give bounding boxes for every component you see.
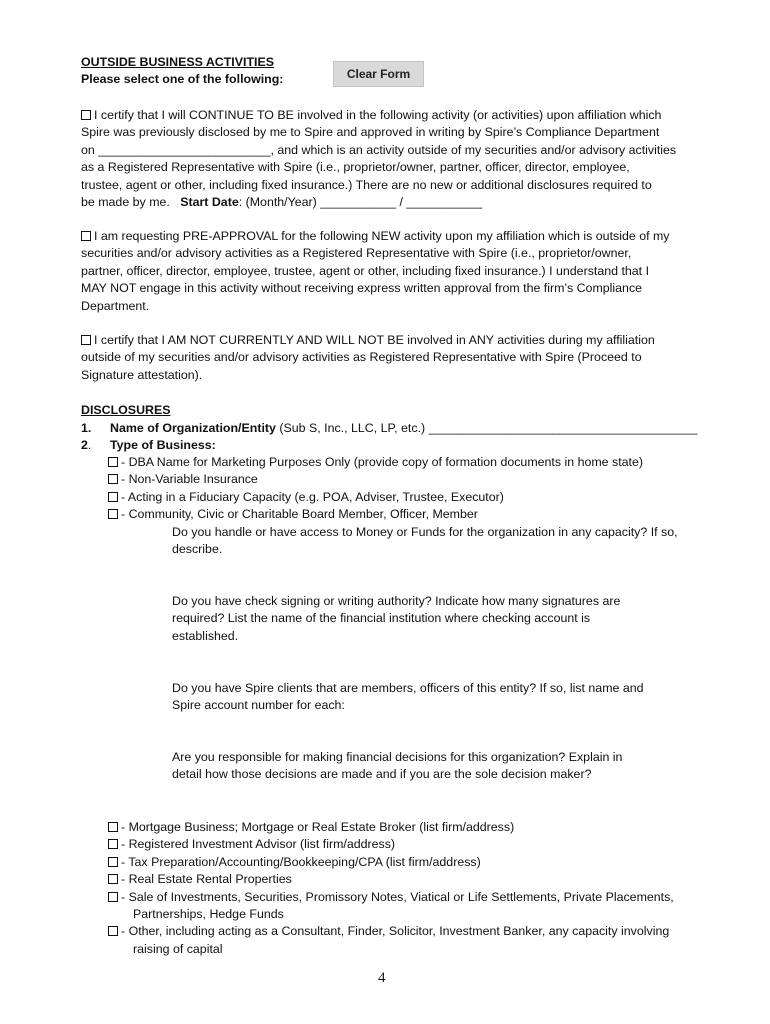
clear-form-button[interactable]: Clear Form (333, 61, 424, 87)
option-not-involved (81, 332, 655, 384)
business-type-option: - Acting in a Fiduciary Capacity (e.g. POA, Adviser, Trustee, Executor) (121, 489, 504, 504)
option-text-line: on _________________________, and which is an activity outside of my securities and/or advisory activities (81, 142, 677, 157)
org-name-field[interactable]: (Sub S, Inc., LLC, LP, etc.) _______________________________________ (275, 421, 698, 435)
question-text: Do you handle or have access to Money or Funds for the organization in any capacity? If so, (172, 525, 678, 539)
continue-checkbox[interactable] (81, 110, 91, 120)
business-type-option: - Non-Variable Insurance (121, 472, 258, 487)
item-number: 2 (81, 438, 88, 452)
business-type-option: - Registered Investment Advisor (list firm/address) (121, 837, 396, 852)
question-check-signing (172, 593, 620, 645)
question-text: Spire account number for each: (172, 698, 345, 713)
option-text-line: Signature attestation). (81, 367, 203, 382)
tax-prep-checkbox[interactable] (108, 857, 118, 867)
mortgage-checkbox[interactable] (108, 822, 118, 832)
business-types-group-b (108, 819, 674, 958)
community-board-checkbox[interactable] (108, 509, 118, 519)
option-text-line: be made by me. (81, 195, 181, 210)
option-text-line: partner, officer, director, employee, trustee, agent or other, including fixed insurance.) I understand that I (81, 263, 650, 278)
question-text: describe. (172, 542, 223, 557)
question-financial-decisions (172, 749, 622, 784)
business-type-option: - Other, including acting as a Consultant, Finder, Solicitor, Investment Banker, any capacity involving (121, 924, 670, 939)
pre-approval-checkbox[interactable] (81, 231, 91, 241)
option-text-line: Department. (81, 298, 150, 313)
fiduciary-checkbox[interactable] (108, 492, 118, 502)
option-text-line: I certify that I will CONTINUE TO BE involved in the following activity (or activities) upon affiliation which (94, 108, 662, 122)
option-text-line: as a Registered Representative with Spire (i.e., proprietor/owner, partner, officer, director, employee, (81, 160, 630, 175)
not-involved-checkbox[interactable] (81, 335, 91, 345)
business-type-option: - DBA Name for Marketing Purposes Only (provide copy of formation documents in home state) (121, 455, 644, 469)
option-pre-approval (81, 228, 670, 315)
page-number: 4 (378, 970, 386, 986)
option-text-line: I am requesting PRE-APPROVAL for the following NEW activity upon my affiliation which is outside of my (94, 229, 670, 243)
dba-checkbox[interactable] (108, 457, 118, 467)
business-type-row (81, 437, 216, 454)
question-text: required? List the name of the financial institution where checking account is (172, 611, 591, 626)
business-type-option-continued: raising of capital (133, 941, 223, 956)
non-variable-insurance-checkbox[interactable] (108, 474, 118, 484)
item-number-dot: . (87, 438, 92, 452)
disclosures-heading: DISCLOSURES (81, 403, 171, 417)
business-type-option-continued: Partnerships, Hedge Funds (133, 907, 284, 922)
option-text-line: outside of my securities and/or advisory activities as Registered Representative with Spire (Proceed to (81, 350, 642, 365)
ria-checkbox[interactable] (108, 839, 118, 849)
option-text-line: trustee, agent or other, including fixed insurance.) There are no new or additional disclosures required to (81, 177, 652, 192)
business-type-option: - Real Estate Rental Properties (121, 872, 292, 887)
business-type-option: - Community, Civic or Charitable Board Member, Officer, Member (121, 507, 478, 522)
org-name-row (81, 420, 697, 437)
business-type-option: - Mortgage Business; Mortgage or Real Estate Broker (list firm/address) (121, 820, 515, 834)
question-text: Are you responsible for making financial decisions for this organization? Explain in (172, 750, 623, 764)
business-type-option: - Tax Preparation/Accounting/Bookkeeping/CPA (list firm/address) (121, 854, 481, 869)
real-estate-rental-checkbox[interactable] (108, 874, 118, 884)
section-title: OUTSIDE BUSINESS ACTIVITIES (81, 55, 274, 69)
start-date-label: Start Date (180, 195, 239, 210)
option-text-line: securities and/or advisory activities as a Registered Representative with Spire (i.e., proprietor/owner, (81, 246, 632, 261)
other-capacity-checkbox[interactable] (108, 926, 118, 936)
question-text: established. (172, 628, 239, 643)
option-text-line: MAY NOT engage in this activity without receiving express written approval from the firm’s Compliance (81, 281, 643, 296)
option-continue (81, 107, 676, 211)
start-date-field[interactable]: : (Month/Year) ___________ / ___________ (238, 195, 483, 210)
section-subtitle: Please select one of the following: (81, 72, 284, 86)
business-type-label: Type of Business: (110, 438, 216, 452)
question-text: Do you have check signing or writing authority? Indicate how many signatures are (172, 594, 621, 608)
option-text-line: Spire was previously disclosed by me to Spire and approved in writing by Spire’s Compliance Department (81, 125, 660, 140)
sale-of-investments-checkbox[interactable] (108, 892, 118, 902)
question-spire-clients (172, 680, 644, 715)
business-type-option: - Sale of Investments, Securities, Promissory Notes, Viatical or Life Settlements, Private Placements, (121, 889, 674, 904)
org-name-label: Name of Organization/Entity (110, 421, 276, 435)
question-funds (172, 524, 678, 559)
question-text: Do you have Spire clients that are members, officers of this entity? If so, list name and (172, 681, 644, 695)
item-number: 1. (81, 421, 92, 435)
business-types-group-a (108, 454, 643, 524)
question-text: detail how those decisions are made and if you are the sole decision maker? (172, 767, 592, 782)
option-text-line: I certify that I AM NOT CURRENTLY AND WILL NOT BE involved in ANY activities during my affiliation (94, 333, 655, 347)
